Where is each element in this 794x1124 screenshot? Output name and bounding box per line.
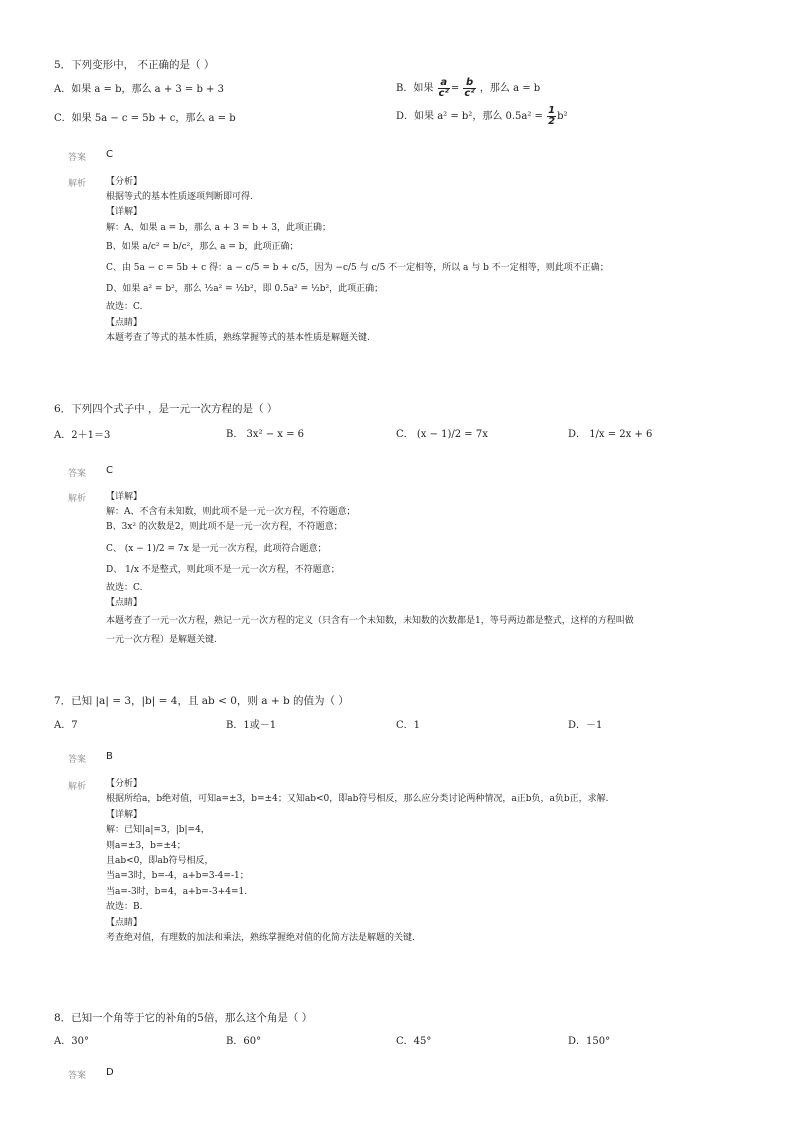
q5-option-b-pre: B．如果: [396, 83, 434, 94]
q5-option-b: B．如果 $\frac{a}{\text{c²}}$ = $\frac{b}{\text{c²}}$ ，那么 a = b: [396, 77, 541, 99]
q8-option-d: D．150°: [568, 1036, 611, 1047]
q5-explanation: [106, 175, 746, 346]
q5-option-c: C．如果 5a − c = 5b + c，那么 a = b: [54, 113, 236, 124]
q7-answer: B: [106, 751, 113, 762]
question-7-stem: 7．已知 |a| = 3，|b| = 4，且 ab < 0，则 a + b 的值为（ ）: [54, 695, 349, 707]
q6-expl-line: 解：A、不含有未知数，则此项不是一元一次方程，不符题意；: [106, 507, 356, 518]
q6-expl-line: 【详解】: [106, 492, 143, 502]
q6-explanation-label: 解析: [68, 494, 87, 504]
q5-expl-line: D、如果 a² = b²，那么 ½a² = ½b²，即 0.5a² = ½b²，此项正确；: [106, 284, 384, 295]
q5-expl-line: 【分析】: [106, 177, 143, 187]
q6-expl-line: C、 (x − 1)/2 = 7x 是一元一次方程，此项符合题意；: [106, 543, 327, 554]
q7-expl-line: 根据所给a，b绝对值，可知a=±3，b=±4；又知ab<0，即ab符号相反，那么应分类讨论两种情况，a正b负，a负b正，求解.: [106, 794, 609, 805]
q5-expl-line: 本题考查了等式的基本性质，熟练掌握等式的基本性质是解题关键.: [106, 332, 370, 343]
q5-option-d-half: $\frac{1}{2}$: [548, 105, 556, 127]
q6-option-b: B． 3x² − x = 6: [226, 429, 305, 440]
q7-answer-label: 答案: [68, 755, 87, 765]
q5-expl-line: B、如果 a/c² = b/c²，那么 a = b，此项正确；: [106, 241, 299, 252]
q6-explanation: [106, 490, 746, 648]
question-5-stem: 5．下列变形中， 不正确的是（ ）: [54, 59, 215, 71]
q5-expl-line: 故选：C.: [106, 302, 143, 313]
q5-option-b-post: ，那么 a = b: [479, 83, 541, 94]
question-8-stem: 8．已知一个角等于它的补角的5倍，那么这个角是（ ）: [54, 1012, 313, 1024]
q7-expl-line: 【分析】: [106, 779, 143, 789]
q7-explanation: [106, 777, 746, 946]
q6-expl-line: 一元一次方程）是解题关键.: [106, 634, 217, 645]
q8-answer-label: 答案: [68, 1071, 87, 1081]
q7-explanation-label: 解析: [68, 782, 87, 792]
q5-answer-label: 答案: [68, 153, 87, 163]
q8-answer: D: [106, 1067, 114, 1078]
q7-expl-line: 【点睛】: [106, 917, 143, 928]
q6-option-c: C． (x − 1)/2 = 7x: [396, 429, 488, 440]
q7-option-b: B．1或－1: [226, 720, 277, 731]
q5-expl-line: 【详解】: [106, 207, 143, 218]
q6-expl-line: D、 1/x 不是整式，则此项不是一元一次方程，不符题意；: [106, 564, 340, 575]
q5-explanation-label: 解析: [68, 179, 87, 189]
q7-expl-line: 当a=-3时，b=4，a+b=-3+4=1.: [106, 886, 248, 897]
q7-expl-line: 解：已知|a|=3，|b|=4，: [106, 825, 210, 836]
q6-expl-line: B、3x² 的次数是2，则此项不是一元一次方程，不符题意；: [106, 522, 343, 533]
q5-expl-line: 【点睛】: [106, 317, 143, 328]
q7-expl-line: 考查绝对值，有理数的加法和乘法，熟练掌握绝对值的化简方法是解题的关键.: [106, 933, 415, 944]
q7-expl-line: 故选：B.: [106, 902, 143, 913]
q6-option-d: D． 1/x = 2x + 6: [568, 429, 653, 440]
q5-expl-line: 根据等式的基本性质逐项判断即可得.: [106, 192, 253, 203]
q5-option-d-pre: D．如果 a² = b²，那么 0.5a² =: [396, 111, 543, 122]
q8-option-b: B．60°: [226, 1036, 262, 1047]
q6-expl-line: 本题考查了一元一次方程，熟记一元一次方程的定义（只含有一个未知数，未知数的次数都是1，等号两边都是整式，这样的方程叫做: [106, 616, 634, 627]
q7-expl-line: 当a=3时，b=-4，a+b=3-4=-1；: [106, 871, 249, 882]
q5-option-a: A．如果 a = b，那么 a + 3 = b + 3: [54, 84, 224, 95]
q5-expl-line: 解：A、如果 a = b，那么 a + 3 = b + 3，此项正确；: [106, 222, 331, 233]
q6-expl-line: 故选：C.: [106, 583, 143, 594]
question-6-stem: 6．下列四个式子中 ，是一元一次方程的是（ ）: [54, 403, 278, 415]
q7-expl-line: 且ab<0，即ab符号相反，: [106, 856, 214, 867]
q5-option-b-frac-right: $\frac{b}{\text{c²}}$: [464, 77, 475, 99]
q5-option-b-frac-left: $\frac{a}{\text{c²}}$: [438, 77, 449, 99]
q7-expl-line: 【详解】: [106, 809, 143, 820]
q6-expl-line: 【点睛】: [106, 598, 143, 609]
q6-option-a: A．2＋1＝3: [54, 430, 111, 441]
q5-option-d-post: b²: [557, 111, 568, 122]
q7-option-a: A．7: [54, 720, 78, 731]
q6-answer: C: [106, 465, 113, 476]
q5-option-d: [396, 106, 568, 127]
q5-answer: C: [106, 149, 113, 160]
q7-expl-line: 则a=±3，b=±4；: [106, 840, 186, 851]
q7-option-c: C．1: [396, 720, 421, 731]
q8-option-a: A．30°: [54, 1036, 89, 1047]
q8-option-c: C．45°: [396, 1036, 432, 1047]
q5-expl-line: C、由 5a − c = 5b + c 得：a − c/5 = b + c/5，因为 −c/5 与 c/5 不一定相等，所以 a 与 b 不一定相等，则此项不正确；: [106, 263, 609, 274]
q6-answer-label: 答案: [68, 469, 87, 479]
q7-option-d: D．－1: [568, 720, 603, 731]
